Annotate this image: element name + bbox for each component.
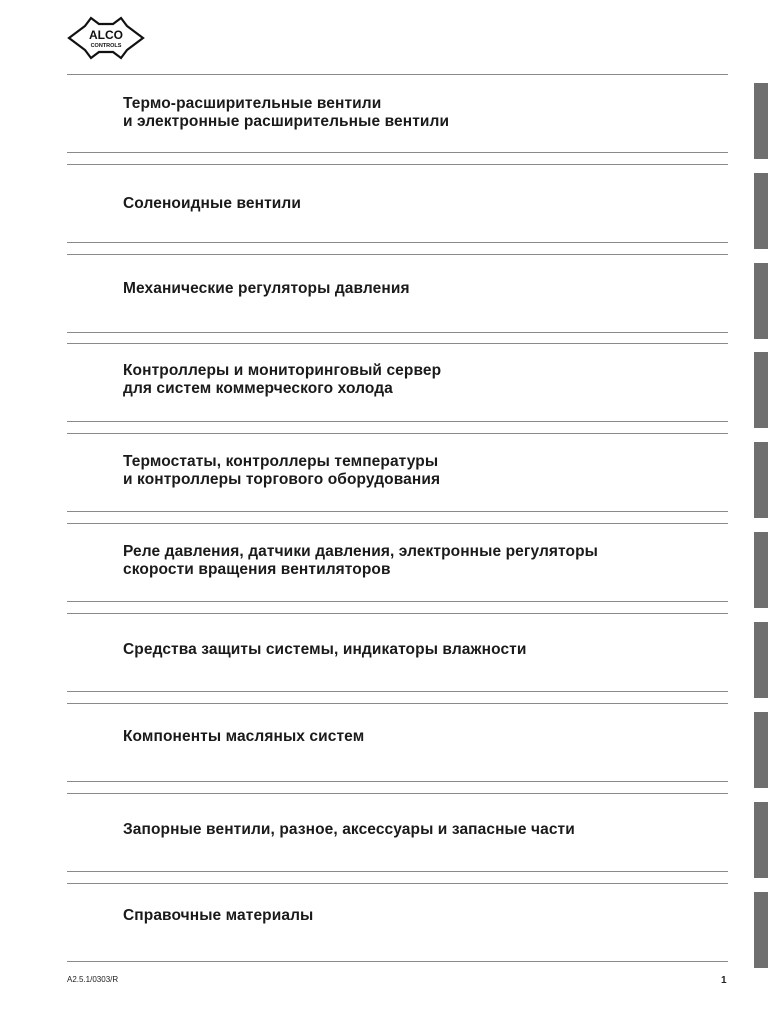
section-edge-tab [754,173,768,249]
section-bottom-rule [67,961,728,962]
section-bottom-rule [67,781,728,782]
section-bottom-rule [67,601,728,602]
section-title: Механические регуляторы давления [123,280,410,297]
section-edge-tab [754,892,768,968]
section-top-rule [67,793,728,794]
section-bottom-rule [67,152,728,153]
section-top-rule [67,74,728,75]
section-edge-tab [754,352,768,428]
section-top-rule [67,703,728,704]
section-title: Средства защиты системы, индикаторы влажности [123,641,527,658]
section-edge-tab [754,263,768,339]
section-top-rule [67,254,728,255]
section-bottom-rule [67,511,728,512]
logo-text-controls: CONTROLS [90,43,122,49]
section-title: Контроллеры и мониторинговый сервер для систем коммерческого холода [123,362,442,397]
section-top-rule [67,613,728,614]
section-bottom-rule [67,421,728,422]
section-bottom-rule [67,242,728,243]
logo-text-alco: ALCO [89,28,123,42]
section-bottom-rule [67,332,728,333]
section-top-rule [67,343,728,344]
section-edge-tab [754,802,768,878]
section-edge-tab [754,622,768,698]
section-bottom-rule [67,871,728,872]
section-bottom-rule [67,691,728,692]
section-top-rule [67,433,728,434]
section-title: Термостаты, контроллеры температуры и контроллеры торгового оборудования [123,453,441,488]
section-title: Реле давления, датчики давления, электронные регуляторы скорости вращения вентиляторов [123,543,599,578]
section-edge-tab [754,442,768,518]
alco-controls-logo [67,16,145,60]
section-top-rule [67,164,728,165]
section-title: Компоненты масляных систем [123,728,365,745]
section-title: Справочные материалы [123,907,314,924]
section-title: Соленоидные вентили [123,195,301,212]
document-code: A2.5.1/0303/R [67,975,119,984]
section-top-rule [67,523,728,524]
section-title: Запорные вентили, разное, аксессуары и запасные части [123,821,575,838]
section-top-rule [67,883,728,884]
section-edge-tab [754,532,768,608]
section-edge-tab [754,712,768,788]
section-edge-tab [754,83,768,159]
page-number: 1 [721,975,727,986]
section-title: Термо-расширительные вентили и электронные расширительные вентили [123,95,450,130]
